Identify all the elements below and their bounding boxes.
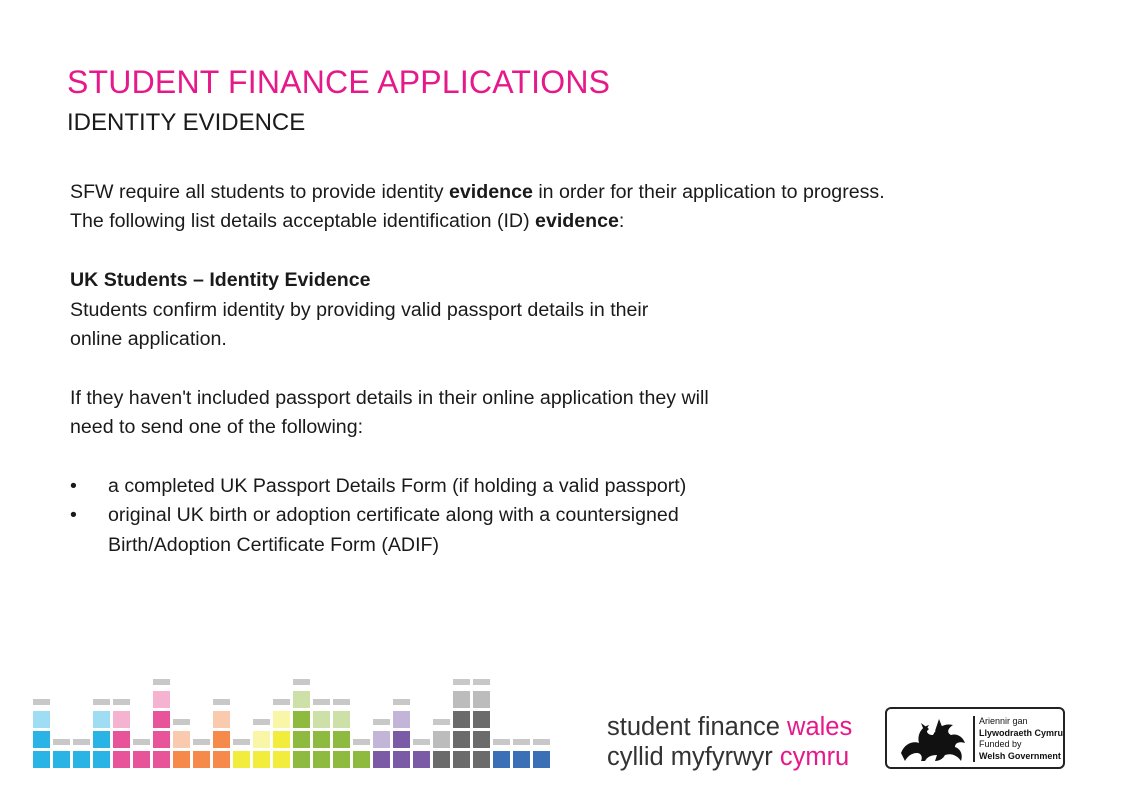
gov-logo-divider xyxy=(973,716,975,762)
bar-cell xyxy=(273,699,290,705)
bar-cell xyxy=(193,751,210,768)
bar-cell xyxy=(213,699,230,705)
bar-cell xyxy=(253,751,270,768)
gov-line-3: Funded by xyxy=(979,739,1022,749)
bar-cell xyxy=(153,751,170,768)
gov-logo-text xyxy=(979,716,1063,762)
bar-cell xyxy=(313,731,330,748)
bar-cell xyxy=(513,739,530,745)
bar-cell xyxy=(333,731,350,748)
bar-cell xyxy=(113,751,130,768)
bar-cell xyxy=(193,739,210,745)
bar-cell xyxy=(533,751,550,768)
bar-cell xyxy=(273,731,290,748)
bar-cell xyxy=(313,711,330,728)
bar-cell xyxy=(293,679,310,685)
content-body xyxy=(70,178,900,560)
bar-cell xyxy=(93,731,110,748)
bar-cell xyxy=(133,751,150,768)
bar-cell xyxy=(453,691,470,708)
bar-cell xyxy=(393,699,410,705)
bar-cell xyxy=(153,679,170,685)
bullet-2-text-line1: original UK birth or adoption certificate along with a countersigned xyxy=(108,504,679,527)
bar-cell xyxy=(493,739,510,745)
bar-cell xyxy=(293,731,310,748)
uk-heading: UK Students – Identity Evidence xyxy=(70,269,371,292)
bar-cell xyxy=(433,751,450,768)
bar-cell xyxy=(153,691,170,708)
bar-cell xyxy=(333,711,350,728)
bar-cell xyxy=(453,731,470,748)
gov-line-2: Llywodraeth Cymru xyxy=(979,727,1064,738)
bar-cell xyxy=(373,731,390,748)
followup-line-1: If they haven't included passport details in their online application they will xyxy=(70,386,709,409)
page-title: STUDENT FINANCE APPLICATIONS xyxy=(67,64,611,100)
bar-cell xyxy=(513,751,530,768)
intro-bold-2: evidence xyxy=(535,210,619,233)
bar-cell xyxy=(253,731,270,748)
bar-cell xyxy=(433,731,450,748)
intro-bold-1: evidence xyxy=(449,181,533,203)
bar-cell xyxy=(493,751,510,768)
brand-line2-plain: cyllid myfyrwyr xyxy=(607,743,780,771)
brand-line1-plain: student finance xyxy=(607,713,788,741)
intro-text-2: in order for their application to progress. The following list details acceptable identification (ID) xyxy=(70,181,885,233)
brand-line2-accent: cymru xyxy=(779,743,850,771)
bar-cell xyxy=(293,751,310,768)
bar-cell xyxy=(173,751,190,768)
bullet-1-text: a completed UK Passport Details Form (if holding a valid passport) xyxy=(108,475,687,498)
bar-cell xyxy=(93,751,110,768)
bar-cell xyxy=(113,711,130,728)
student-finance-wales-logo xyxy=(607,712,852,772)
bullet-item-2 xyxy=(70,501,900,560)
bar-cell xyxy=(173,719,190,725)
bar-cell xyxy=(473,751,490,768)
bar-cell xyxy=(453,711,470,728)
bar-cell xyxy=(473,711,490,728)
bar-cell xyxy=(53,739,70,745)
bar-cell xyxy=(233,751,250,768)
uk-line: Students confirm identity by providing valid passport details in their xyxy=(70,298,649,321)
bar-cell xyxy=(173,731,190,748)
bar-cell xyxy=(93,699,110,705)
bar-cell xyxy=(33,711,50,728)
bar-cell xyxy=(33,751,50,768)
gov-line-4: Welsh Government xyxy=(979,750,1061,761)
bar-cell xyxy=(93,711,110,728)
bar-cell xyxy=(293,711,310,728)
bullet-2-text-line2: Birth/Adoption Certificate Form (ADIF) xyxy=(108,533,440,556)
bar-cell xyxy=(333,699,350,705)
bar-cell xyxy=(233,739,250,745)
bar-cell xyxy=(453,751,470,768)
bar-cell xyxy=(393,711,410,728)
bar-cell xyxy=(473,691,490,708)
bar-cell xyxy=(413,751,430,768)
bar-cell xyxy=(213,711,230,728)
bar-cell xyxy=(33,731,50,748)
followup-line-2: need to send one of the following: xyxy=(70,416,364,439)
bullet-item-1 xyxy=(70,472,900,501)
bar-cell xyxy=(113,731,130,748)
bar-cell xyxy=(313,751,330,768)
uk-line-2: online application. xyxy=(70,328,227,351)
intro-text-3: : xyxy=(618,210,625,233)
bar-cell xyxy=(433,719,450,725)
bar-cell xyxy=(393,731,410,748)
bar-cell xyxy=(353,739,370,745)
welsh-dragon-icon xyxy=(895,713,969,765)
bar-cell xyxy=(373,719,390,725)
bar-cell xyxy=(473,731,490,748)
bar-cell xyxy=(73,739,90,745)
gov-line-1: Ariennir gan xyxy=(979,716,1028,726)
bar-cell xyxy=(353,751,370,768)
bar-cell xyxy=(33,699,50,705)
brand-line1-accent: wales xyxy=(787,713,853,741)
bar-cell xyxy=(293,691,310,708)
bar-cell xyxy=(73,751,90,768)
welsh-government-logo xyxy=(885,707,1065,769)
bar-cell xyxy=(373,751,390,768)
bar-cell xyxy=(273,711,290,728)
bar-cell xyxy=(153,731,170,748)
bar-cell xyxy=(313,699,330,705)
bar-cell xyxy=(153,711,170,728)
bar-cell xyxy=(533,739,550,745)
bar-cell xyxy=(333,751,350,768)
bar-cell xyxy=(213,731,230,748)
bar-cell xyxy=(113,699,130,705)
bullet-dot: • xyxy=(70,504,77,527)
bar-cell xyxy=(473,679,490,685)
intro-text-1: SFW require all students to provide identity xyxy=(70,181,449,203)
intro-paragraph xyxy=(70,178,900,237)
bar-cell xyxy=(253,719,270,725)
bar-cell xyxy=(133,739,150,745)
bar-cell xyxy=(453,679,470,685)
bar-cell xyxy=(413,739,430,745)
bar-cell xyxy=(213,751,230,768)
bar-cell xyxy=(393,751,410,768)
bar-cell xyxy=(53,751,70,768)
bar-cell xyxy=(273,751,290,768)
page-subtitle: IDENTITY EVIDENCE xyxy=(67,109,306,136)
bullet-dot: • xyxy=(70,475,77,498)
